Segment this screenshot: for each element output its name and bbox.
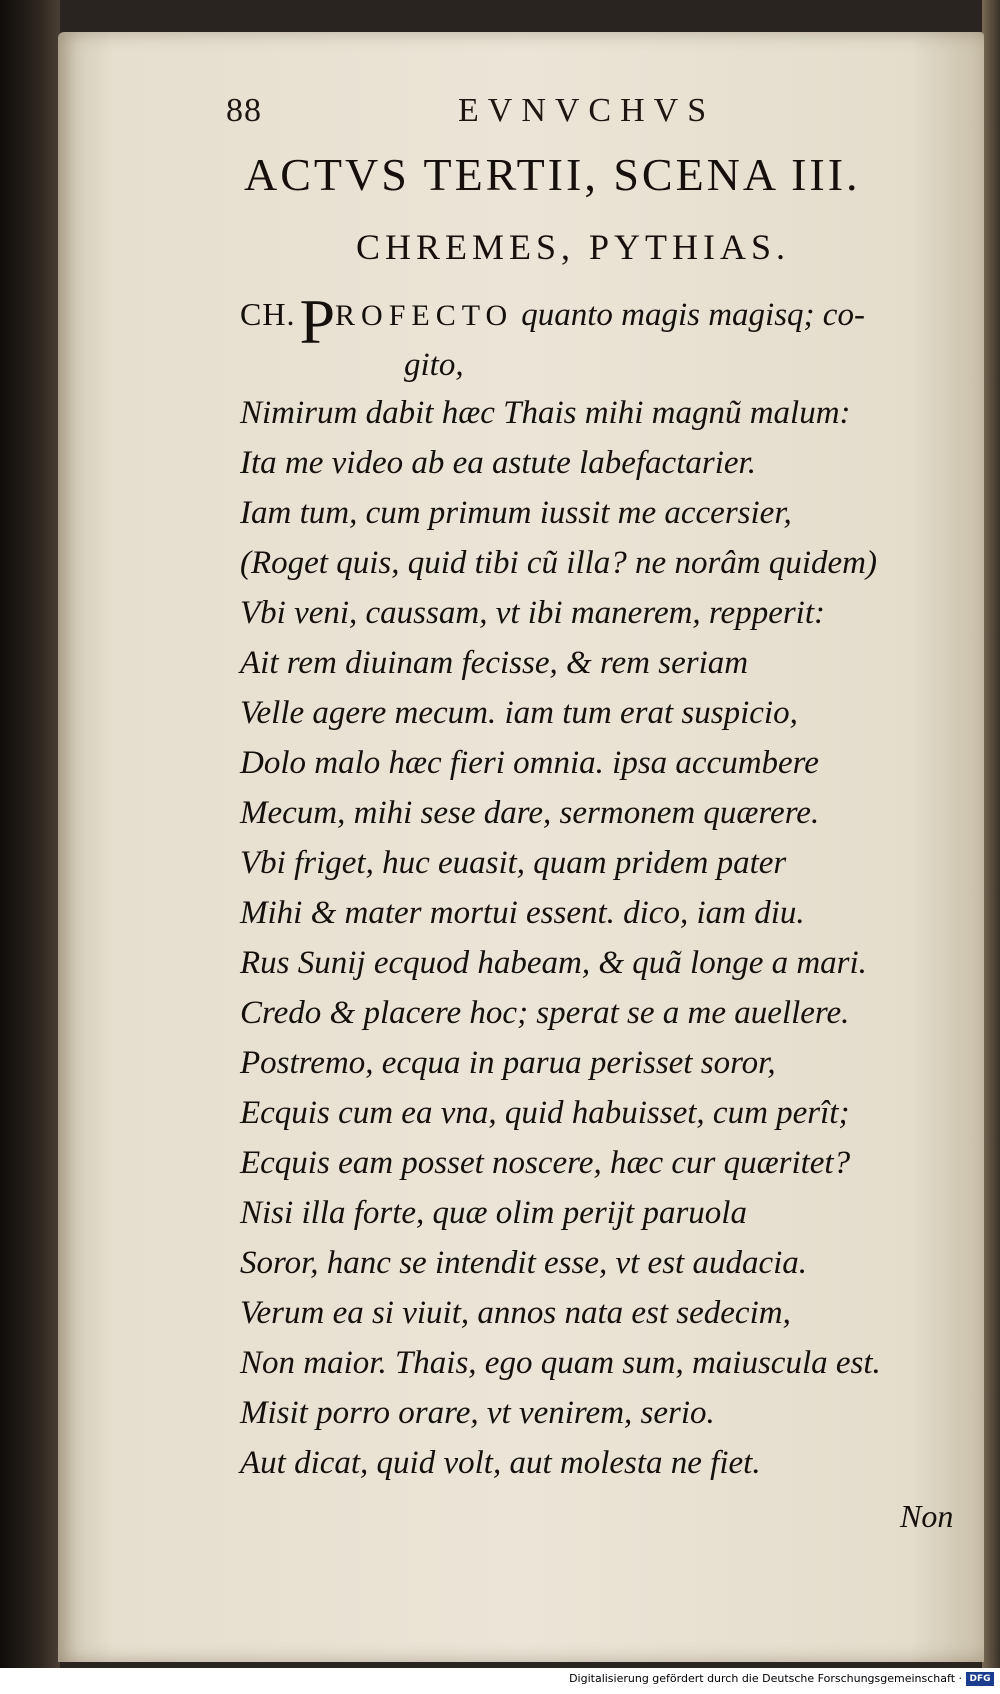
catchword: Non — [900, 1498, 954, 1534]
first-verse-line — [240, 286, 970, 357]
verse-line: Dolo malo hæc fieri omnia. ipsa accumbere — [240, 745, 819, 781]
verse-line: Ecquis cum ea vna, quid habuisset, cum perît; — [240, 1095, 850, 1131]
verse-line: Non maior. Thais, ego quam sum, maiuscula est. — [240, 1345, 881, 1381]
verse-line: Ait rem diuinam fecisse, & rem seriam — [240, 645, 749, 681]
character-list: CHREMES, PYTHIAS. — [356, 227, 791, 267]
verse-line: Verum ea si viuit, annos nata est sedecim, — [240, 1295, 791, 1331]
verse-line: Aut dicat, quid volt, aut molesta ne fiet. — [240, 1445, 761, 1481]
dfg-logo-icon: DFG — [966, 1672, 994, 1686]
drop-capital: P — [299, 286, 336, 357]
verse-line: Ecquis eam posset noscere, hæc cur quæritet? — [240, 1145, 851, 1181]
first-line-text: quanto magis magisq; co- — [521, 297, 865, 333]
verse-line: Velle agere mecum. iam tum erat suspicio, — [240, 695, 798, 731]
funding-credit: Digitalisierung gefördert durch die Deutsche Forschungsgemeinschaft · — [569, 1672, 962, 1685]
running-title: EVNVCHVS — [458, 92, 716, 129]
verse-line: Iam tum, cum primum iussit me accersier, — [240, 495, 792, 531]
verse-line: Vbi veni, caussam, vt ibi manerem, repperit: — [240, 595, 826, 631]
book-spine — [0, 0, 60, 1668]
verse-line: Vbi friget, huc euasit, quam pridem pater — [240, 845, 787, 881]
verse-line: Nisi illa forte, quæ olim perijt paruola — [240, 1195, 747, 1231]
page-number: 88 — [226, 92, 262, 129]
running-head — [0, 92, 1000, 132]
verse-line: (Roget quis, quid tibi cũ illa? ne norâm quidem) — [240, 545, 878, 581]
verse-line: Soror, hanc se intendit esse, vt est audacia. — [240, 1245, 808, 1281]
verse-line: Mihi & mater mortui essent. dico, iam diu. — [240, 895, 805, 931]
page-edge — [982, 0, 1000, 1668]
verse-block — [240, 286, 970, 1488]
first-word-small-caps: ROFECTO — [335, 299, 514, 332]
verse-line: Credo & placere hoc; sperat se a me auellere. — [240, 995, 850, 1031]
first-line-continuation: gito, — [404, 347, 464, 383]
verse-line: Mecum, mihi sese dare, sermonem quærere. — [240, 795, 820, 831]
speaker-label: CH. — [240, 296, 296, 332]
digitization-footer — [0, 1670, 1000, 1694]
verse-line: Postremo, ecqua in parua perisset soror, — [240, 1045, 776, 1081]
verse-line: Nimirum dabit hæc Thais mihi magnũ malum: — [240, 395, 851, 431]
verse-line: Rus Sunij ecquod habeam, & quã longe a mari. — [240, 945, 867, 981]
act-scene-title: ACTVS TERTII, SCENA III. — [244, 149, 861, 200]
verse-line: Misit porro orare, vt venirem, serio. — [240, 1395, 715, 1431]
verse-line: Ita me video ab ea astute labefactarier. — [240, 445, 756, 481]
